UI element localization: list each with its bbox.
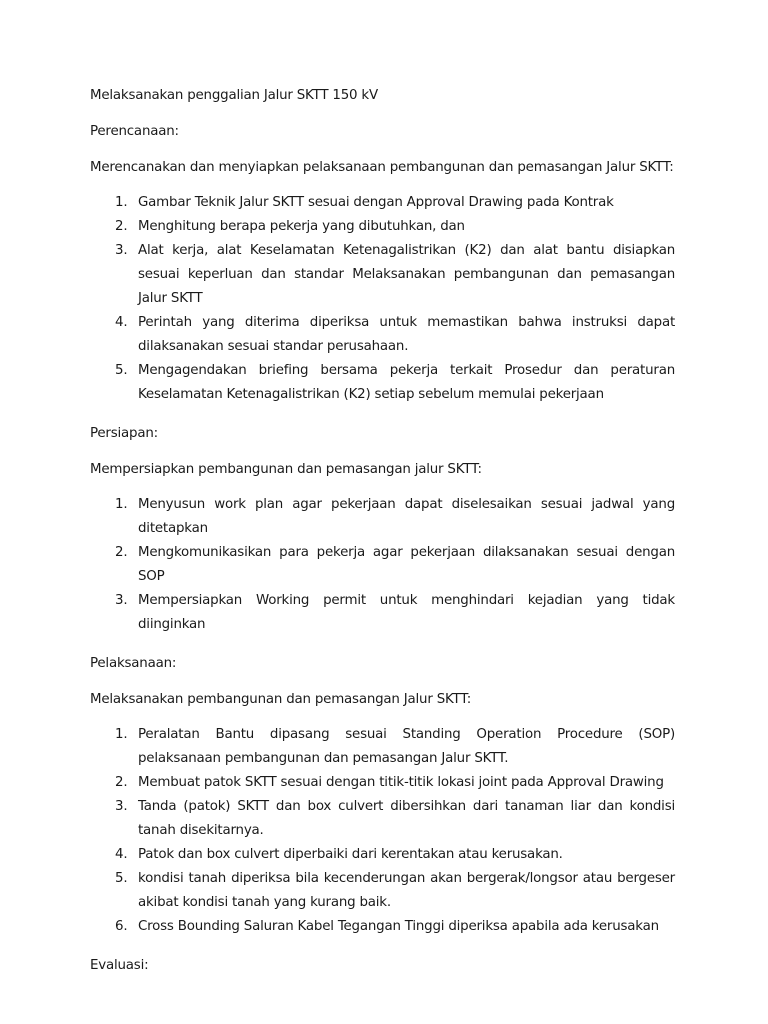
list-item-number: 2. bbox=[115, 775, 128, 790]
list-item-number: 6. bbox=[115, 919, 128, 934]
list-item bbox=[90, 359, 675, 407]
list-item-text: Mempersiapkan Working permit untuk menghindari kejadian yang tidak diinginkan bbox=[138, 593, 675, 632]
list-item bbox=[90, 191, 675, 215]
numbered-list bbox=[90, 191, 675, 407]
numbered-list bbox=[90, 493, 675, 637]
list-item-number: 3. bbox=[115, 593, 128, 608]
list-item bbox=[90, 311, 675, 359]
section-intro: Merencanakan dan menyiapkan pelaksanaan pembangunan dan pemasangan Jalur SKTT: bbox=[90, 160, 674, 175]
section-pelaksanaan bbox=[90, 654, 675, 939]
section-intro: Mempersiapkan pembangunan dan pemasangan jalur SKTT: bbox=[90, 462, 482, 477]
section-heading: Persiapan: bbox=[90, 426, 158, 441]
list-item bbox=[90, 915, 675, 939]
section-intro: Melaksanakan pembangunan dan pemasangan Jalur SKTT: bbox=[90, 692, 472, 707]
list-item-number: 2. bbox=[115, 545, 128, 560]
list-item-text: Perintah yang diterima diperiksa untuk memastikan bahwa instruksi dapat dilaksanakan sesuai standar perusahaan. bbox=[138, 315, 675, 354]
list-item-text: Membuat patok SKTT sesuai dengan titik-titik lokasi joint pada Approval Drawing bbox=[138, 775, 664, 790]
section-heading-evaluasi: Evaluasi: bbox=[90, 958, 149, 973]
list-item-number: 5. bbox=[115, 871, 128, 886]
list-item-number: 4. bbox=[115, 315, 128, 330]
list-item-number: 1. bbox=[115, 195, 128, 210]
list-item-number: 5. bbox=[115, 363, 128, 378]
list-item-text: Peralatan Bantu dipasang sesuai Standing Operation Procedure (SOP) pelaksanaan pembangunan dan pemasangan Jalur SKTT. bbox=[138, 727, 675, 766]
list-item-text: Gambar Teknik Jalur SKTT sesuai dengan Approval Drawing pada Kontrak bbox=[138, 195, 614, 210]
list-item-text: Alat kerja, alat Keselamatan Ketenagalistrikan (K2) dan alat bantu disiapkan sesuai keperluan dan standar Melaksanakan pembangunan dan pemasangan Jalur SKTT bbox=[138, 243, 675, 306]
list-item bbox=[90, 541, 675, 589]
list-item-number: 3. bbox=[115, 243, 128, 258]
list-item-text: Mengkomunikasikan para pekerja agar pekerjaan dilaksanakan sesuai dengan SOP bbox=[138, 545, 675, 584]
numbered-list bbox=[90, 723, 675, 939]
document-page bbox=[90, 86, 675, 992]
list-item bbox=[90, 723, 675, 771]
list-item-number: 2. bbox=[115, 219, 128, 234]
list-item bbox=[90, 795, 675, 843]
list-item-text: Mengagendakan briefing bersama pekerja terkait Prosedur dan peraturan Keselamatan Ketenagalistrikan (K2) setiap sebelum memulai pekerjaan bbox=[138, 363, 675, 402]
list-item bbox=[90, 771, 675, 795]
list-item-number: 3. bbox=[115, 799, 128, 814]
list-item-number: 4. bbox=[115, 847, 128, 862]
list-item-text: Cross Bounding Saluran Kabel Tegangan Tinggi diperiksa apabila ada kerusakan bbox=[138, 919, 659, 934]
list-item-text: Menghitung berapa pekerja yang dibutuhkan, dan bbox=[138, 219, 465, 234]
list-item bbox=[90, 215, 675, 239]
list-item bbox=[90, 239, 675, 311]
list-item-text: Patok dan box culvert diperbaiki dari kerentakan atau kerusakan. bbox=[138, 847, 563, 862]
section-heading: Perencanaan: bbox=[90, 124, 179, 139]
list-item-number: 1. bbox=[115, 497, 128, 512]
list-item bbox=[90, 493, 675, 541]
section-perencanaan bbox=[90, 122, 675, 407]
list-item-text: Tanda (patok) SKTT dan box culvert dibersihkan dari tanaman liar dan kondisi tanah disekitarnya. bbox=[138, 799, 675, 838]
document-title: Melaksanakan penggalian Jalur SKTT 150 kV bbox=[90, 88, 378, 103]
list-item bbox=[90, 867, 675, 915]
list-item-text: Menyusun work plan agar pekerjaan dapat diselesaikan sesuai jadwal yang ditetapkan bbox=[138, 497, 675, 536]
list-item-number: 1. bbox=[115, 727, 128, 742]
list-item bbox=[90, 843, 675, 867]
section-persiapan bbox=[90, 424, 675, 637]
list-item-text: kondisi tanah diperiksa bila kecenderungan akan bergerak/longsor atau bergeser akibat kondisi tanah yang kurang baik. bbox=[138, 871, 675, 910]
list-item bbox=[90, 589, 675, 637]
section-heading: Pelaksanaan: bbox=[90, 656, 177, 671]
